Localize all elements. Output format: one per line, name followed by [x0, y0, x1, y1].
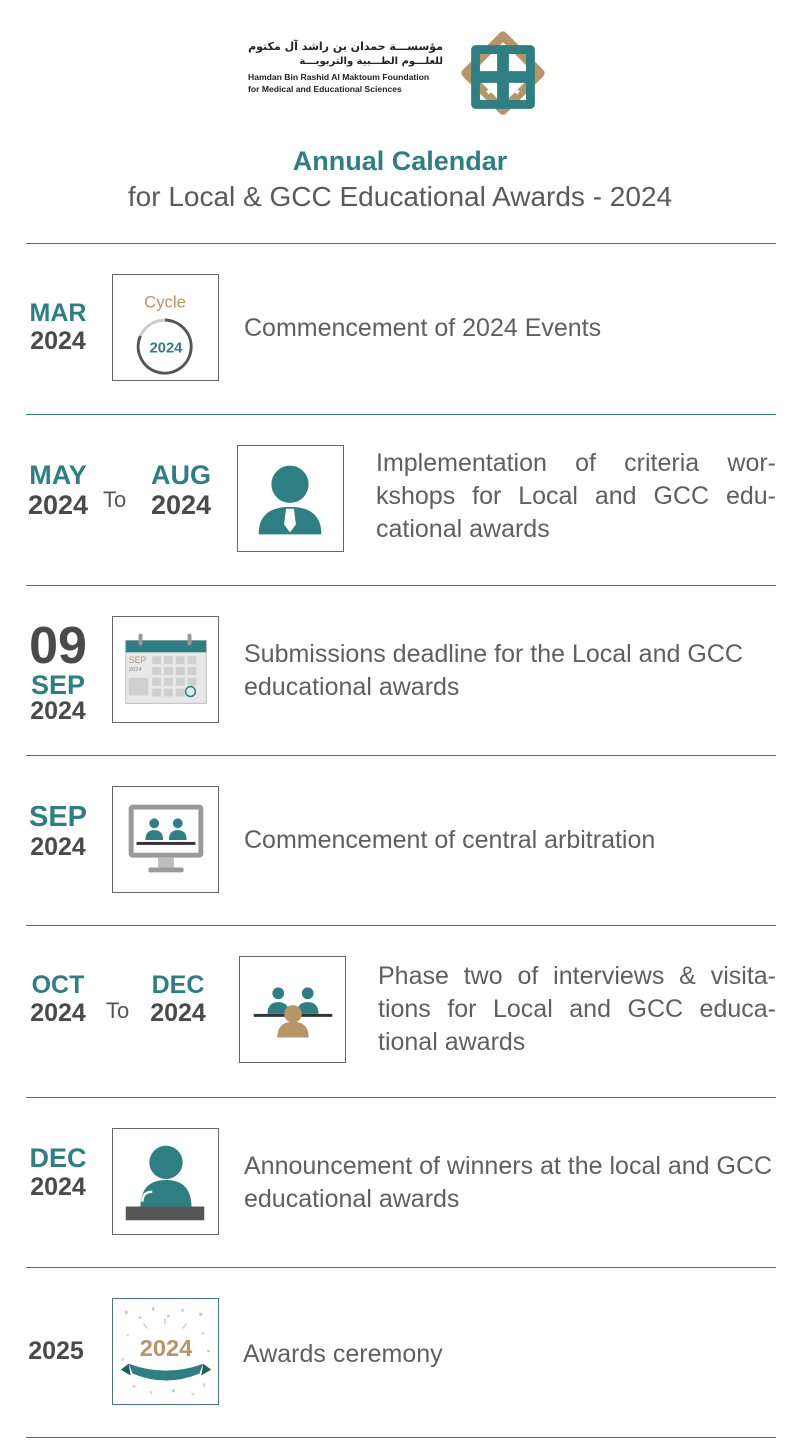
event-date-to [142, 972, 214, 1027]
event-year: 2024 [30, 326, 86, 355]
event-year: 2024 [30, 697, 86, 725]
event-row-commencement [0, 244, 800, 415]
logo-text [248, 40, 448, 94]
event-year: 2024 [150, 489, 212, 520]
event-month: OCT [31, 971, 85, 999]
foundation-logo [248, 28, 558, 128]
calendar-icon [112, 616, 219, 723]
event-day: 09 [29, 617, 87, 675]
divider [26, 1437, 776, 1438]
foundation-logo-icon [454, 28, 552, 126]
celebration-2024-icon [112, 1298, 219, 1405]
event-date [22, 802, 94, 861]
event-year: 2024 [30, 998, 86, 1027]
interview-icon [239, 956, 346, 1063]
event-date-from [22, 972, 94, 1027]
event-description: Submissions deadline for the Local and GCC educational awards [244, 640, 743, 701]
icon-celebration-year: 2024 [139, 1334, 193, 1361]
podium-speaker-icon [112, 1128, 219, 1235]
event-month: DEC [29, 1143, 87, 1173]
logo-arabic-line2: للعلـــوم الطـــبية والتربويـــة [299, 56, 443, 67]
event-row-announcement [0, 1098, 800, 1269]
icon-calendar-month: SEP [128, 655, 147, 666]
range-to-label: To [106, 998, 130, 1023]
event-month: DEC [151, 971, 205, 999]
event-row-interviews [0, 926, 800, 1097]
event-date [22, 1144, 94, 1201]
event-row-workshops [0, 415, 800, 586]
event-month: AUG [151, 460, 211, 490]
event-month: SEP [30, 670, 86, 700]
cycle-2024-icon [112, 274, 219, 381]
event-year: 2024 [30, 832, 86, 861]
event-row-submission-deadline [0, 586, 800, 757]
logo-english-line2: for Medical and Educational Sciences [248, 84, 402, 94]
range-to-label: To [103, 487, 127, 512]
icon-cycle-year: 2024 [149, 340, 183, 357]
logo-english-line1: Hamdan Bin Rashid Al Maktoum Foundation [248, 72, 430, 82]
event-row-arbitration [0, 756, 800, 927]
event-year: 2024 [30, 1172, 86, 1201]
event-month: SEP [28, 801, 88, 833]
monitor-meeting-icon [112, 786, 219, 893]
page-subtitle: for Local & GCC Educational Awards - 2024 [127, 181, 673, 212]
icon-calendar-year: 2024 [128, 666, 142, 673]
event-description: Awards ceremony [243, 1340, 443, 1368]
event-row-ceremony [0, 1268, 800, 1439]
event-date [22, 617, 94, 725]
event-year: 2024 [27, 489, 89, 520]
event-description: Implementation of criteria wor-kshops for Local and GCC edu-cational awards [376, 449, 776, 543]
event-year: 2025 [28, 1337, 84, 1365]
event-description: Phase two of interviews & visita-tions for Local and GCC educa-tional awards [378, 962, 776, 1056]
logo-arabic-line1: مؤسســـة حمدان بن راشد آل مكتوم [248, 40, 443, 53]
event-description: Commencement of 2024 Events [244, 314, 602, 342]
event-month: MAY [29, 460, 87, 490]
event-date-to [143, 461, 219, 520]
icon-cycle-label: Cycle [144, 292, 186, 312]
event-year: 2024 [150, 998, 206, 1027]
page-title: Annual Calendar [292, 146, 508, 176]
event-description: Commencement of central arbitration [244, 826, 656, 854]
event-date [20, 1338, 92, 1366]
event-date-from [22, 461, 94, 520]
person-icon [237, 445, 344, 552]
event-date [22, 300, 94, 355]
event-description: Announcement of winners at the local and GCC educational awards [244, 1152, 773, 1213]
event-month: MAR [29, 299, 87, 327]
